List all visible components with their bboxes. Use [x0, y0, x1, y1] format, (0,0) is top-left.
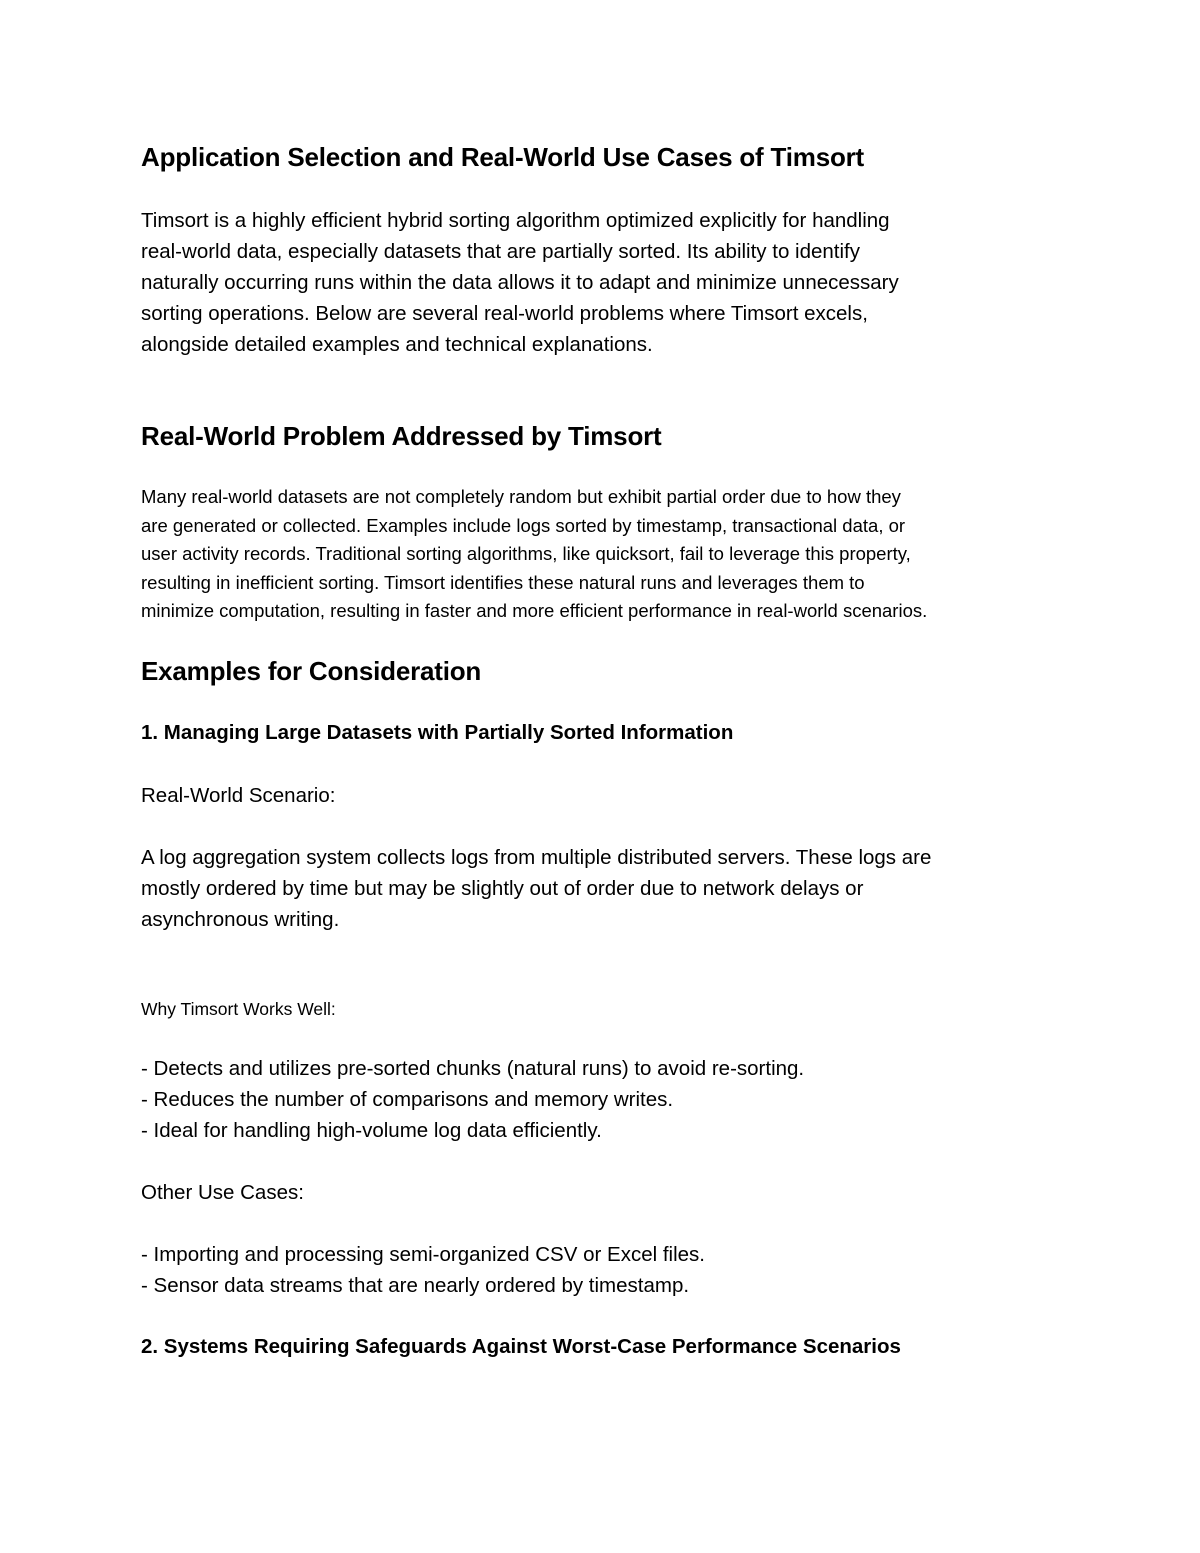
intro-line: alongside detailed examples and technical explanations. [141, 333, 653, 356]
intro-paragraph [141, 205, 899, 360]
example2-heading: 2. Systems Requiring Safeguards Against Worst-Case Performance Scenarios [141, 1335, 901, 1358]
problem-heading: Real-World Problem Addressed by Timsort [141, 421, 662, 451]
scenario-line: mostly ordered by time but may be slightly out of order due to network delays or [141, 877, 864, 900]
why-list [141, 1053, 804, 1146]
scenario-line: A log aggregation system collects logs from multiple distributed servers. These logs are [141, 846, 932, 869]
intro-line: sorting operations. Below are several real-world problems where Timsort excels, [141, 302, 868, 325]
problem-line: resulting in inefficient sorting. Timsort identifies these natural runs and leverages them to [141, 571, 865, 593]
list-item: - Sensor data streams that are nearly ordered by timestamp. [141, 1274, 690, 1297]
list-item: - Ideal for handling high-volume log data efficiently. [141, 1119, 602, 1142]
problem-line: minimize computation, resulting in faster and more efficient performance in real-world scenarios. [141, 600, 928, 622]
problem-paragraph [141, 483, 927, 626]
list-item: - Reduces the number of comparisons and memory writes. [141, 1088, 674, 1111]
document-title: Application Selection and Real-World Use Cases of Timsort [141, 142, 865, 172]
example1-heading: 1. Managing Large Datasets with Partially Sorted Information [141, 721, 734, 744]
why-label: Why Timsort Works Well: [141, 999, 336, 1019]
list-item: - Detects and utilizes pre-sorted chunks (natural runs) to avoid re-sorting. [141, 1057, 805, 1080]
problem-line: user activity records. Traditional sorting algorithms, like quicksort, fail to leverage this property, [141, 543, 911, 565]
other-label: Other Use Cases: [141, 1181, 304, 1204]
intro-line: Timsort is a highly efficient hybrid sorting algorithm optimized explicitly for handling [141, 209, 890, 232]
problem-line: are generated or collected. Examples include logs sorted by timestamp, transactional data, or [141, 514, 906, 536]
list-item: - Importing and processing semi-organized CSV or Excel files. [141, 1243, 705, 1266]
examples-heading: Examples for Consideration [141, 656, 482, 686]
intro-line: real-world data, especially datasets that are partially sorted. Its ability to identify [141, 240, 860, 263]
problem-line: Many real-world datasets are not completely random but exhibit partial order due to how they [141, 486, 901, 507]
scenario-label: Real-World Scenario: [141, 784, 336, 807]
other-list [141, 1239, 705, 1301]
scenario-paragraph [141, 842, 931, 935]
intro-line: naturally occurring runs within the data allows it to adapt and minimize unnecessary [141, 271, 899, 294]
scenario-line: asynchronous writing. [141, 908, 340, 931]
